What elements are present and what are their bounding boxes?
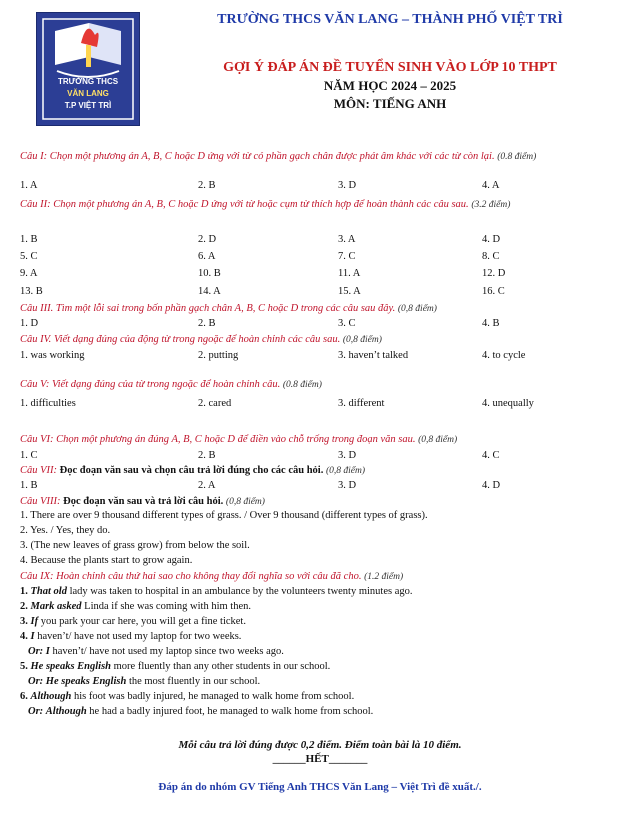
- question-3-heading: [20, 302, 626, 317]
- answer-cell: 9. A: [20, 268, 38, 279]
- answer-cell: 4. to cycle: [482, 350, 526, 361]
- answer-cell: 10. B: [198, 268, 221, 279]
- rewrite-rest: lady was taken to hospital in an ambulance by the volunteers twenty minutes ago.: [66, 586, 413, 597]
- question-label: Câu VII:: [20, 465, 58, 476]
- answer-line: 3. (The new leaves of grass grow) from below the soil.: [20, 540, 250, 551]
- subject: MÔN: TIẾNG ANH: [333, 96, 447, 111]
- answer-row: [20, 318, 620, 332]
- answer-cell: 2. B: [198, 318, 216, 329]
- rewrite-bold: Mark asked: [30, 601, 82, 612]
- answer-row: [20, 350, 620, 364]
- rewrite-line: [20, 616, 246, 627]
- answer-cell: 4. unequally: [482, 398, 534, 409]
- answer-cell: 3. D: [338, 480, 357, 491]
- rewrite-rest: you park your car here, you will get a fine ticket.: [38, 616, 246, 627]
- answer-cell: 8. C: [482, 251, 500, 262]
- answer-cell: 4. C: [482, 450, 500, 461]
- question-label: Câu V:: [20, 379, 50, 390]
- answer-cell: 14. A: [198, 286, 221, 297]
- rewrite-line: [20, 631, 241, 642]
- rewrite-line-alt: [28, 676, 260, 687]
- answer-cell: 1. difficulties: [20, 398, 76, 409]
- question-label: Câu III.: [20, 303, 54, 314]
- question-text: Viết dạng đúng của động từ trong ngoặc để hoàn chỉnh các câu sau.: [51, 334, 341, 345]
- answer-cell: 11. A: [338, 268, 361, 279]
- rewrite-number: 3.: [20, 616, 28, 627]
- question-7-heading: [20, 464, 626, 479]
- question-label: Câu II:: [20, 199, 51, 210]
- rewrite-line: [20, 691, 354, 702]
- question-points: (3.2 điểm): [471, 200, 511, 210]
- answer-cell: 1. was working: [20, 350, 85, 361]
- question-points: (0,8 điểm): [397, 304, 437, 314]
- answer-row: [20, 286, 620, 300]
- logo-line-3: T.P VIỆT TRÌ: [64, 101, 112, 110]
- rewrite-bold: If: [30, 616, 39, 627]
- answer-cell: 4. A: [482, 180, 500, 191]
- rewrite-line-alt: [28, 646, 284, 657]
- question-text: Chọn một phương án đúng A, B, C hoặc D để điền vào chỗ trống trong đoạn văn sau.: [53, 434, 416, 445]
- answer-cell: 15. A: [338, 286, 361, 297]
- question-4-heading: [20, 333, 626, 348]
- rewrite-rest: he had a badly injured foot, he managed to walk home from school.: [86, 706, 374, 717]
- answer-cell: 5. C: [20, 251, 38, 262]
- question-6-heading: [20, 433, 626, 448]
- rewrite-number: 1.: [20, 586, 28, 597]
- rewrite-bold: I: [30, 631, 35, 642]
- end-marker: ______HẾT_______: [272, 753, 368, 765]
- rewrite-line-alt: [28, 706, 373, 717]
- question-points: (0,8 điểm): [342, 335, 382, 345]
- answer-cell: 2. D: [198, 234, 217, 245]
- answer-cell: 2. B: [198, 450, 216, 461]
- rewrite-bold: I: [45, 646, 50, 657]
- rewrite-rest: more fluently than any other students in our school.: [111, 661, 331, 672]
- rewrite-rest: his foot was badly injured, he managed to walk home from school.: [71, 691, 355, 702]
- answer-cell: 2. putting: [198, 350, 239, 361]
- question-9-heading: [20, 570, 626, 585]
- answer-cell: 1. D: [20, 318, 39, 329]
- rewrite-number: 5.: [20, 661, 28, 672]
- question-text: Tìm một lỗi sai trong bốn phần gạch chân A, B, C hoặc D trong các câu sau đây.: [53, 303, 396, 314]
- answer-row: [20, 398, 620, 412]
- question-text: Viết dạng đúng của từ trong ngoặc để hoàn chỉnh câu.: [49, 379, 281, 390]
- question-label: Câu VI:: [20, 434, 54, 445]
- answer-cell: 3. D: [338, 450, 357, 461]
- question-text: Chọn một phương án A, B, C hoặc D ứng với từ hoặc cụm từ thích hợp để hoàn thành các câu sau.: [50, 199, 469, 210]
- question-points: (1.2 điểm): [364, 572, 404, 582]
- school-year: NĂM HỌC 2024 – 2025: [323, 78, 457, 93]
- answer-cell: 4. D: [482, 234, 501, 245]
- answer-cell: 3. different: [338, 398, 385, 409]
- question-label: Câu I:: [20, 151, 48, 162]
- rewrite-rest: haven’t/ have not used my laptop for two weeks.: [34, 631, 242, 642]
- scoring-note: Mỗi câu trả lời đúng được 0,2 điểm. Điểm toàn bài là 10 điểm.: [178, 739, 462, 751]
- logo-line-1: TRƯỜNG THCS: [57, 77, 119, 86]
- rewrite-line: [20, 661, 330, 672]
- rewrite-rest: haven’t/ have not used my laptop since two weeks ago.: [49, 646, 284, 657]
- question-1-heading: [20, 150, 626, 165]
- answer-cell: 13. B: [20, 286, 43, 297]
- answer-line: 4. Because the plants start to grow again.: [20, 555, 193, 566]
- answer-line: 2. Yes. / Yes, they do.: [20, 525, 111, 536]
- answer-cell: 3. D: [338, 180, 357, 191]
- answer-cell: 4. B: [482, 318, 500, 329]
- answer-row: [20, 268, 620, 282]
- rewrite-number: 6.: [20, 691, 28, 702]
- school-name: TRƯỜNG THCS VĂN LANG – THÀNH PHỐ VIỆT TRÌ: [217, 12, 563, 27]
- question-label: Câu IV.: [20, 334, 52, 345]
- rewrite-number: 2.: [20, 601, 28, 612]
- answer-cell: 16. C: [482, 286, 505, 297]
- rewrite-number: Or:: [28, 676, 44, 687]
- question-points: (0.8 điểm): [282, 380, 322, 390]
- question-8-heading: [20, 495, 626, 510]
- question-points: (0,8 điểm): [325, 466, 366, 476]
- question-5-heading: [20, 378, 626, 393]
- rewrite-bold: Although: [30, 691, 72, 702]
- rewrite-rest: Linda if she was coming with him then.: [81, 601, 251, 612]
- question-text: Đọc đoạn văn sau và chọn câu trả lời đúng cho các câu hỏi.: [57, 465, 324, 476]
- rewrite-rest: the most fluently in our school.: [126, 676, 261, 687]
- answer-row: [20, 180, 620, 194]
- answer-cell: 4. D: [482, 480, 501, 491]
- answer-cell: 1. A: [20, 180, 38, 191]
- answer-row: [20, 480, 620, 494]
- answer-cell: 1. B: [20, 234, 38, 245]
- answer-cell: 2. B: [198, 180, 216, 191]
- rewrite-number: Or:: [28, 646, 44, 657]
- question-text: Hoàn chỉnh câu thứ hai sao cho không thay đổi nghĩa so với câu đã cho.: [53, 571, 362, 582]
- answer-cell: 3. A: [338, 234, 356, 245]
- rewrite-number: Or:: [28, 706, 44, 717]
- question-label: Câu IX:: [20, 571, 54, 582]
- rewrite-line: [20, 601, 251, 612]
- answer-cell: 1. C: [20, 450, 38, 461]
- logo-line-2: VĂN LANG: [67, 89, 109, 98]
- rewrite-bold: Although: [45, 706, 87, 717]
- answer-cell: 3. haven’t talked: [338, 350, 409, 361]
- exam-title: GỢI Ý ĐÁP ÁN ĐỀ TUYỂN SINH VÀO LỚP 10 THPT: [223, 60, 557, 75]
- answer-line: 1. There are over 9 thousand different types of grass. / Over 9 thousand (different types of grass).: [20, 510, 428, 521]
- answer-cell: 1. B: [20, 480, 38, 491]
- rewrite-number: 4.: [20, 631, 28, 642]
- answer-cell: 2. A: [198, 480, 216, 491]
- answer-cell: 6. A: [198, 251, 216, 262]
- question-text: Chọn một phương án A, B, C hoặc D ứng với từ có phần gạch chân được phát âm khác với các từ còn lại.: [47, 151, 495, 162]
- question-points: (0.8 điểm): [497, 152, 537, 162]
- question-2-heading: [20, 198, 626, 213]
- question-label: Câu VIII:: [20, 496, 61, 507]
- question-text: Đọc đoạn văn sau và trả lời câu hỏi.: [60, 496, 224, 507]
- answer-cell: 7. C: [338, 251, 356, 262]
- rewrite-bold: He speaks English: [30, 661, 112, 672]
- rewrite-bold: That old: [30, 586, 67, 597]
- credit-line: Đáp án do nhóm GV Tiếng Anh THCS Văn Lang – Việt Trì đề xuất./.: [158, 781, 482, 793]
- answer-row: [20, 251, 620, 265]
- question-points: (0,8 điểm): [418, 435, 458, 445]
- answer-cell: 3. C: [338, 318, 356, 329]
- rewrite-line: [20, 586, 413, 597]
- answer-cell: 12. D: [482, 268, 506, 279]
- answer-row: [20, 234, 620, 248]
- answer-row: [20, 450, 620, 464]
- rewrite-bold: He speaks English: [45, 676, 127, 687]
- question-points: (0,8 điểm): [225, 497, 265, 507]
- answer-cell: 2. cared: [198, 398, 232, 409]
- school-logo: [36, 12, 140, 126]
